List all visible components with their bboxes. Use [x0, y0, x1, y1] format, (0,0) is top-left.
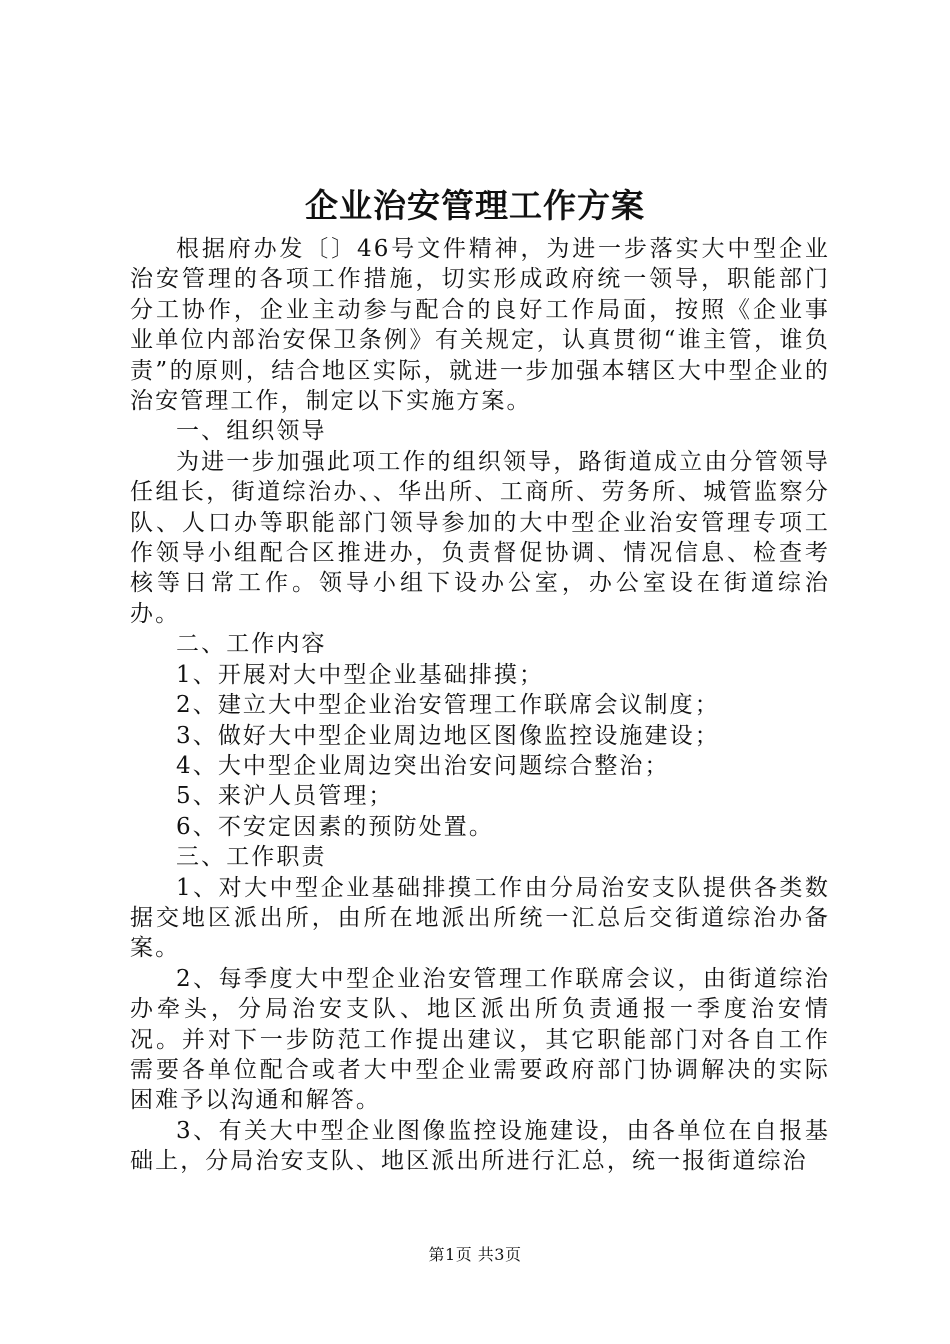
section-heading-organization: 一、组织领导	[176, 418, 327, 445]
paragraph-organization: 为进一步加强此项工作的组织领导，路街道成立由分管领导任组长，街道综治办、、华出所、工商所、劳务所、城管监察分队、人口办等职能部门领导参加的大中型企业治安管理专项工作领导小组配合区推进办，负责督促协调、情况信息、检查考核等日常工作。领导小组下设办公室，办公室设在街道综治办。	[130, 448, 830, 627]
list-item-work-content-2: 2、建立大中型企业治安管理工作联席会议制度；	[176, 692, 720, 719]
list-item-work-content-1: 1、开展对大中型企业基础排摸；	[176, 661, 545, 688]
section-heading-work-content: 二、工作内容	[176, 631, 327, 658]
list-item-work-content-6: 6、不安定因素的预防处置。	[176, 813, 494, 840]
document-title: 企业治安管理工作方案	[305, 186, 645, 225]
list-item-work-content-4: 4、大中型企业周边突出治安问题综合整治；	[176, 752, 670, 779]
list-item-work-content-5: 5、来沪人员管理；	[176, 783, 394, 810]
page-footer: 第1页 共3页	[428, 1245, 522, 1264]
paragraph-responsibility-2: 2、每季度大中型企业治安管理工作联席会议，由街道综治办牵头，分局治安支队、地区派出所负责通报一季度治安情况。并对下一步防范工作提出建议，其它职能部门对各自工作需要各单位配合或者大中型企业需要政府部门协调解决的实际困难予以沟通和解答。	[130, 965, 830, 1114]
document-body	[130, 234, 830, 1177]
paragraph-responsibility-1: 1、对大中型企业基础排摸工作由分局治安支队提供各类数据交地区派出所，由所在地派出所统一汇总后交街道综治办备案。	[130, 874, 830, 962]
list-item-work-content-3: 3、做好大中型企业周边地区图像监控设施建设；	[176, 722, 720, 749]
paragraph-responsibility-3: 3、有关大中型企业图像监控设施建设，由各单位在自报基础上，分局治安支队、地区派出所进行汇总，统一报街道综治	[130, 1117, 830, 1175]
paragraph-intro: 根据府办发〔〕46号文件精神，为进一步落实大中型企业治安管理的各项工作措施，切实形成政府统一领导，职能部门分工协作，企业主动参与配合的良好工作局面，按照《企业事业单位内部治安保卫条例》有关规定，认真贯彻“谁主管，谁负责”的原则，结合地区实际，就进一步加强本辖区大中型企业的治安管理工作，制定以下实施方案。	[130, 236, 830, 415]
section-heading-responsibilities: 三、工作职责	[176, 844, 327, 871]
